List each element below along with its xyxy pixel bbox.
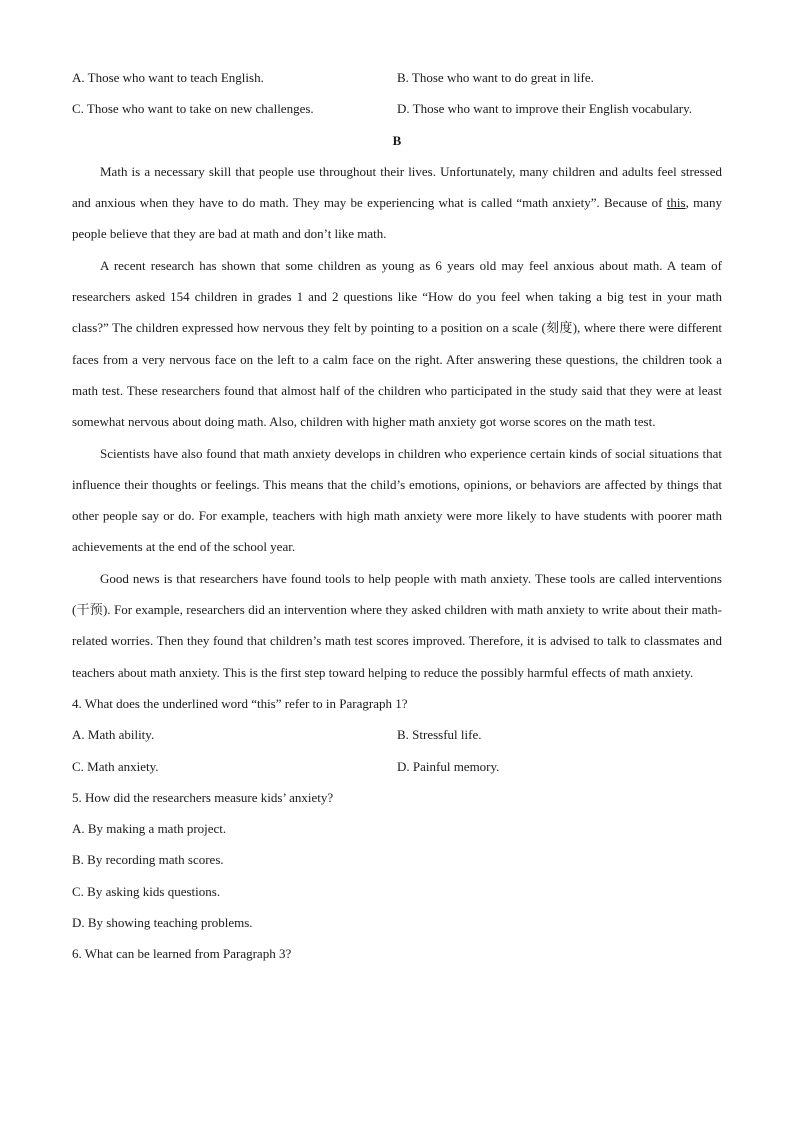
q5-option-c[interactable]: C. By asking kids questions. [72, 883, 221, 899]
paragraph-1-text-start: Math is a necessary skill that people use throughout their lives. Unfortunately, many children and adults feel stressed and anxious when they have to do math. They may be experiencing what is called “math anxiety”. Because of [72, 163, 722, 211]
passage-paragraph-4: Good news is that researchers have found tools to help people with math anxiety. These tools are called interventions (干预). For example, researchers did an intervention where they asked children with math anxiety to write about their math-related worries. Then they found that children’s math test scores improved. Therefore, it is advised to talk to classmates and teachers about math anxiety. This is the first step toward helping to reduce the possibly harmful effects of math anxiety. [72, 570, 722, 680]
q6-stem: 6. What can be learned from Paragraph 3? [72, 946, 292, 962]
q3-options-row-2 [72, 93, 722, 124]
q3-option-d[interactable]: D. Those who want to improve their English vocabulary. [397, 101, 692, 117]
section-title: B [392, 132, 402, 148]
q4-stem: 4. What does the underlined word “this” refer to in Paragraph 1? [72, 695, 408, 711]
q5-option-b[interactable]: B. By recording math scores. [72, 852, 224, 868]
q4-option-b[interactable]: B. Stressful life. [397, 727, 482, 743]
passage-paragraph-1 [72, 156, 722, 250]
q3-options-row-1 [72, 62, 722, 93]
q3-option-c[interactable]: C. Those who want to take on new challenges. [72, 101, 314, 117]
q5-option-a[interactable]: A. By making a math project. [72, 821, 227, 837]
document-page [72, 62, 722, 970]
q4-options-row-1 [72, 719, 722, 750]
q4-option-d[interactable]: D. Painful memory. [397, 758, 500, 774]
passage-paragraph-2: A recent research has shown that some children as young as 6 years old may feel anxious about math. A team of researchers asked 154 children in grades 1 and 2 questions like “How do you feel when taking a big test in your math class?” The children expressed how nervous they felt by pointing to a position on a scale (刻度), where there were different faces from a very nervous face on the left to a calm face on the right. After answering these questions, the children took a math test. These researchers found that almost half of the children who participated in the study said that they were at least somewhat nervous about doing math. Also, children with higher math anxiety got worse scores on the math test. [72, 257, 722, 430]
q4-options-row-2 [72, 751, 722, 782]
underlined-word-this: this [666, 195, 686, 211]
q5-stem: 5. How did the researchers measure kids’ anxiety? [72, 789, 334, 805]
q3-option-b[interactable]: B. Those who want to do great in life. [397, 70, 594, 85]
q4-option-c[interactable]: C. Math anxiety. [72, 758, 159, 774]
q3-option-a[interactable]: A. Those who want to teach English. [72, 70, 264, 85]
q5-option-d[interactable]: D. By showing teaching problems. [72, 915, 253, 931]
q4-option-a[interactable]: A. Math ability. [72, 727, 155, 743]
paragraph-1-text-end: , many people believe that they are bad at math and don’t like math. [72, 195, 722, 242]
passage-paragraph-3: Scientists have also found that math anxiety develops in children who experience certain kinds of social situations that influence their thoughts or feelings. This means that the child’s emotions, opinions, or behaviors are affected by things that other people say or do. For example, teachers with high math anxiety were more likely to have students with poorer math achievements at the end of the school year. [72, 445, 722, 555]
